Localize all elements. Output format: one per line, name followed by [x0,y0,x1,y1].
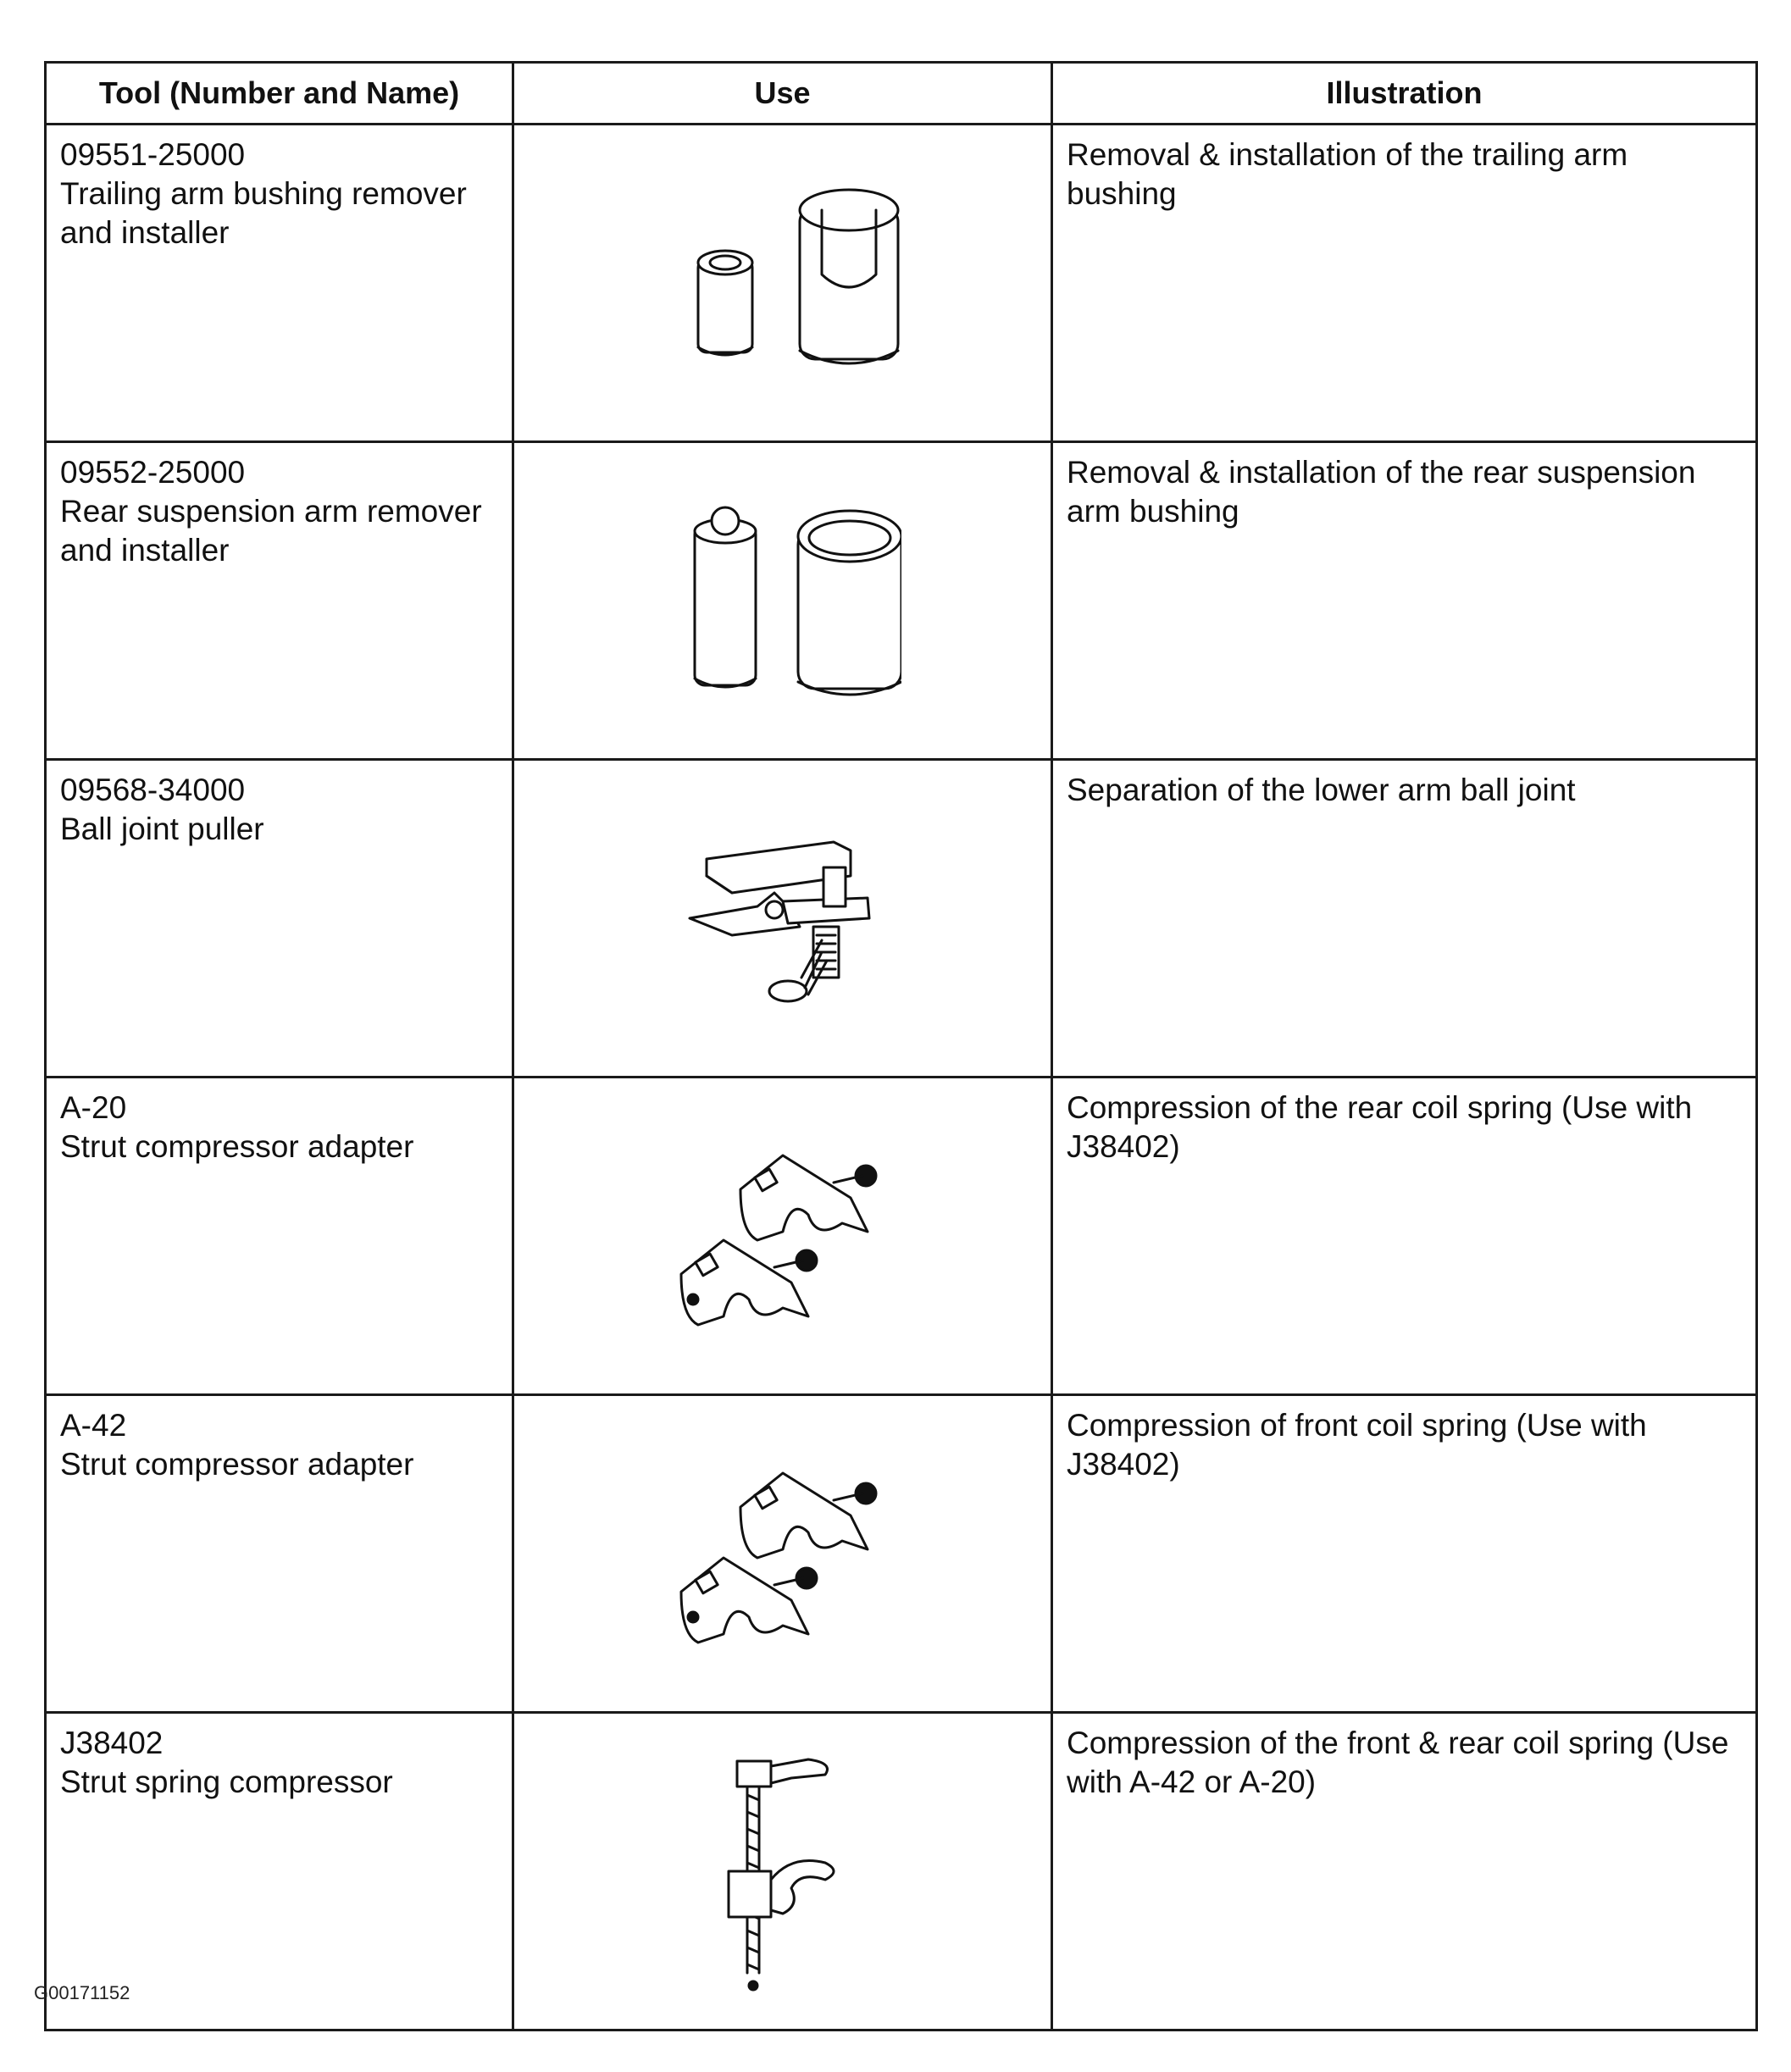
table-row [46,1395,1757,1713]
header-use: Use [513,63,1052,125]
bushing-tool-set-icon [664,490,901,711]
tool-cell [46,442,513,760]
bushing-tool-set-icon [664,181,901,385]
description-cell: Compression of the rear coil spring (Use with J38402) [1052,1078,1757,1395]
strut-adapter-icon [673,1130,893,1342]
tool-name: Strut compressor adapter [60,1447,414,1482]
tool-name: Trailing arm bushing remover and installer [60,176,467,250]
description-cell: Separation of the lower arm ball joint [1052,760,1757,1078]
tool-name: Strut compressor adapter [60,1129,414,1164]
table-row [46,760,1757,1078]
header-illustration: Illustration [1052,63,1757,125]
tool-number: 09568-34000 [60,773,246,807]
figure-id: G00171152 [34,1982,130,2003]
table-row [46,442,1757,760]
tool-cell [46,125,513,442]
description-cell: Removal & installation of the trailing arm bushing [1052,125,1757,442]
description-cell: Compression of front coil spring (Use with J38402) [1052,1395,1757,1713]
tool-image-cell [513,1078,1052,1395]
tool-image-cell [513,442,1052,760]
tool-cell [46,1078,513,1395]
tool-cell [46,760,513,1078]
header-tool: Tool (Number and Name) [46,63,513,125]
table-row [46,1713,1757,2030]
tool-number: 09552-25000 [60,455,246,490]
tool-image-cell [513,760,1052,1078]
tool-number: A-42 [60,1408,127,1443]
description-cell: Compression of the front & rear coil spring (Use with A-42 or A-20) [1052,1713,1757,2030]
table-row [46,125,1757,442]
tool-name: Strut spring compressor [60,1765,393,1799]
tool-number: J38402 [60,1726,164,1760]
table-header-row [46,63,1757,125]
tool-name: Rear suspension arm remover and installer [60,494,482,568]
ball-joint-puller-icon [681,825,884,1011]
table-row [46,1078,1757,1395]
tool-image-cell [513,125,1052,442]
special-tools-table [44,61,1758,2031]
tool-image-cell [513,1395,1052,1713]
tool-cell [46,1395,513,1713]
description-cell: Removal & installation of the rear suspension arm bushing [1052,442,1757,760]
tool-name: Ball joint puller [60,812,264,846]
strut-adapter-icon [673,1448,893,1659]
strut-spring-compressor-icon [707,1744,859,1998]
tool-number: 09551-25000 [60,137,246,172]
tool-number: A-20 [60,1090,127,1125]
tool-image-cell [513,1713,1052,2030]
